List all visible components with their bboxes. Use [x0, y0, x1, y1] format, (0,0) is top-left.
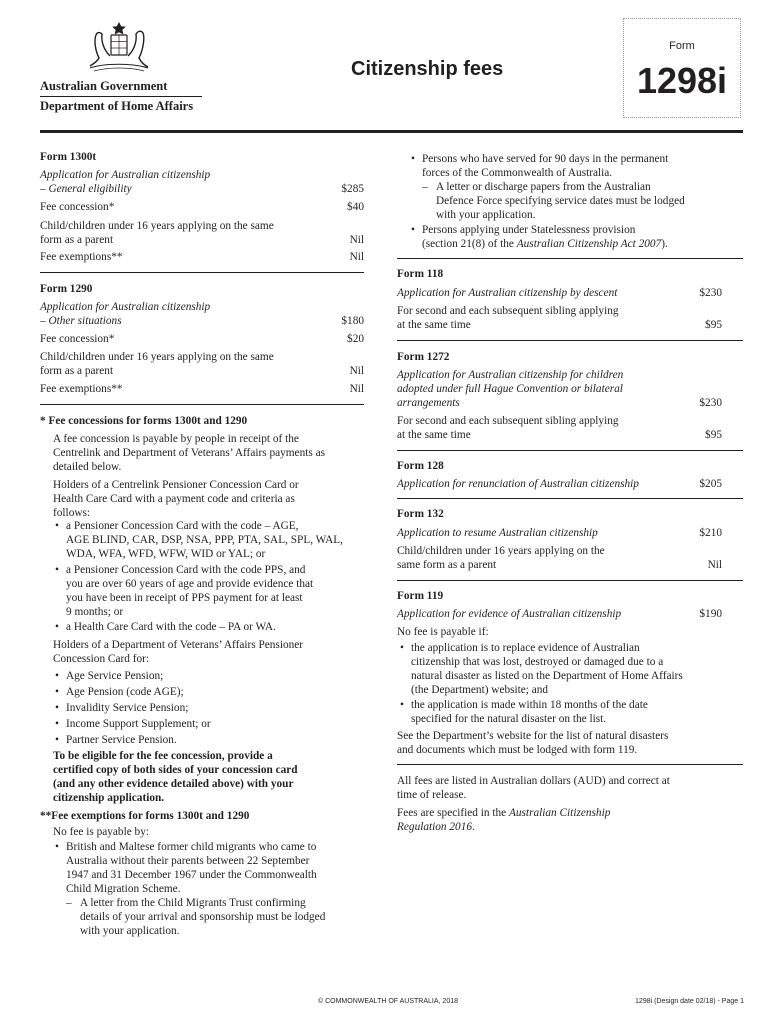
list-item: a Pensioner Concession Card with the code – AGE, — [66, 520, 299, 532]
centrelink-holders: follows: — [53, 507, 91, 519]
list-item: Partner Service Pension. — [66, 734, 177, 746]
form-1290-exemption-fee: Nil — [349, 383, 364, 395]
list-item: Invalidity Service Pension; — [66, 702, 189, 714]
form-1290-heading: Form 1290 — [40, 283, 93, 295]
form-118-heading: Form 118 — [397, 268, 444, 280]
form-1300t-application: Application for Australian citizenship — [40, 169, 211, 181]
list-subitem: with your application. — [436, 209, 536, 221]
divider — [397, 450, 743, 451]
list-item: WDA, WFA, WFD, WFW, WID or YAL; or — [66, 548, 266, 560]
list-item: Age Pension (code AGE); — [66, 686, 184, 698]
list-item: (the Department) website; and — [411, 684, 549, 696]
currency-note: All fees are listed in Australian dollars (AUD) and correct at — [397, 775, 670, 787]
form-number: 1298i — [636, 60, 728, 101]
list-item: a Pensioner Concession Card with the code PPS, and — [66, 564, 306, 576]
list-item: AGE BLIND, CAR, DSP, NSA, PPP, PTA, SAL, SPL, WAL, — [66, 534, 343, 546]
department-name: Department of Home Affairs — [40, 99, 194, 113]
form-1300t-child-label: Child/children under 16 years applying on the same — [40, 220, 274, 232]
form-118-sibling-label: For second and each subsequent sibling applying — [397, 305, 619, 317]
form-118-application-fee: $230 — [699, 287, 722, 299]
form-132-child-label-line2: same form as a parent — [397, 559, 497, 571]
dva-holders: Concession Card for: — [53, 653, 150, 665]
regulation-note: Fees are specified in the Australian Citizenship — [397, 807, 611, 819]
bullet-icon: • — [55, 564, 59, 576]
form-118-sibling-label-line2: at the same time — [397, 319, 471, 331]
form-132-application: Application to resume Australian citizenship — [397, 527, 598, 539]
bullet-icon: • — [400, 642, 404, 654]
form-1290-application: Application for Australian citizenship — [40, 301, 211, 313]
list-item: Child Migration Scheme. — [66, 883, 181, 895]
form-1290-concession-fee: $20 — [347, 333, 364, 345]
concessions-intro: A fee concession is payable by people in receipt of the — [53, 433, 299, 445]
divider — [397, 498, 743, 499]
list-item: you are over 60 years of age and provide evidence that — [66, 578, 314, 590]
eligibility-note: (and any other evidence detailed above) with your — [53, 778, 294, 790]
form-1272-application-fee: $230 — [699, 397, 722, 409]
form-118-application: Application for Australian citizenship by descent — [397, 287, 618, 299]
form-1290-exemption-label: Fee exemptions** — [40, 383, 123, 395]
bullet-icon: • — [411, 153, 415, 165]
list-item: the application is to replace evidence of Australian — [411, 642, 640, 654]
form-132-child-fee: Nil — [707, 559, 722, 571]
list-item: natural disaster as listed on the Department of Home Affairs — [411, 670, 683, 682]
form-119-see-website: See the Department’s website for the list of natural disasters — [397, 730, 669, 742]
divider — [40, 272, 364, 273]
list-item: Australia without their parents between 22 September — [66, 855, 310, 867]
form-1290-child-label: Child/children under 16 years applying on the same — [40, 351, 274, 363]
form-132-child-label: Child/children under 16 years applying on the — [397, 545, 605, 557]
bullet-icon: • — [55, 520, 59, 532]
form-128-application: Application for renunciation of Australian citizenship — [397, 478, 639, 490]
divider — [397, 580, 743, 581]
form-118-sibling-fee: $95 — [705, 319, 722, 331]
form-128-application-fee: $205 — [699, 478, 722, 490]
list-item: forces of the Commonwealth of Australia. — [422, 167, 613, 179]
form-132-application-fee: $210 — [699, 527, 722, 539]
page-number: 1298i (Design date 02/18) - Page 1 — [635, 998, 744, 1005]
header-rule — [40, 130, 743, 133]
concessions-intro: Centrelink and Department of Veterans’ Affairs payments as — [53, 447, 325, 459]
bullet-icon: • — [55, 621, 59, 633]
form-1272-application: Application for Australian citizenship for children — [397, 369, 624, 381]
form-1300t-child-label-line2: form as a parent — [40, 234, 114, 246]
form-1290-child-fee: Nil — [349, 365, 364, 377]
list-item: you have been in receipt of PPS payment for at least — [66, 592, 303, 604]
form-132-heading: Form 132 — [397, 508, 444, 520]
form-1300t-child-fee: Nil — [349, 234, 364, 246]
form-1290-child-label-line2: form as a parent — [40, 365, 114, 377]
bullet-icon: • — [400, 699, 404, 711]
form-119-no-fee: No fee is payable if: — [397, 626, 489, 638]
list-item: Income Support Supplement; or — [66, 718, 211, 730]
dash-icon: – — [422, 181, 428, 193]
form-1272-sibling-label-line2: at the same time — [397, 429, 471, 441]
list-item: Persons who have served for 90 days in the permanent — [422, 153, 669, 165]
coat-of-arms-emblem — [84, 20, 154, 74]
form-119-application: Application for evidence of Australian citizenship — [397, 608, 622, 620]
concessions-intro: detailed below. — [53, 461, 122, 473]
bullet-icon: • — [55, 670, 59, 682]
list-item: specified for the natural disaster on the list. — [411, 713, 607, 725]
form-1300t-application-line2: – General eligibility — [40, 183, 132, 195]
fee-concessions-heading: * Fee concessions for forms 1300t and 1290 — [40, 415, 248, 427]
list-item: British and Maltese former child migrants who came to — [66, 841, 317, 853]
page-title: Citizenship fees — [351, 58, 504, 80]
form-1272-sibling-label: For second and each subsequent sibling applying — [397, 415, 619, 427]
exemptions-intro: No fee is payable by: — [53, 826, 149, 838]
bullet-icon: • — [55, 686, 59, 698]
bullet-icon: • — [55, 734, 59, 746]
form-1300t-exemption-fee: Nil — [349, 251, 364, 263]
copyright-notice: © COMMONWEALTH OF AUSTRALIA, 2018 — [318, 998, 458, 1005]
eligibility-note: certified copy of both sides of your concession card — [53, 764, 298, 776]
form-1300t-concession-label: Fee concession* — [40, 201, 115, 213]
form-1272-application: arrangements — [397, 397, 460, 409]
dva-holders: Holders of a Department of Veterans’ Affairs Pensioner — [53, 639, 304, 651]
bullet-icon: • — [55, 702, 59, 714]
divider — [397, 258, 743, 259]
form-119-heading: Form 119 — [397, 590, 444, 602]
government-name: Australian Government — [40, 79, 168, 93]
form-1290-application-line2: – Other situations — [40, 315, 122, 327]
form-label: Form — [669, 40, 695, 52]
bullet-icon: • — [411, 224, 415, 236]
divider — [397, 764, 743, 765]
list-item: the application is made within 18 months of the date — [411, 699, 648, 711]
list-item: Age Service Pension; — [66, 670, 164, 682]
list-item: Persons applying under Statelessness provision — [422, 224, 636, 236]
bullet-icon: • — [55, 841, 59, 853]
list-item: 1947 and 31 December 1967 under the Commonwealth — [66, 869, 317, 881]
divider — [40, 404, 364, 405]
eligibility-note: To be eligible for the fee concession, provide a — [53, 750, 273, 762]
form-1272-application: adopted under full Hague Convention or bilateral — [397, 383, 623, 395]
list-item: a Health Care Card with the code – PA or WA. — [66, 621, 276, 633]
list-subitem: with your application. — [80, 925, 180, 937]
form-1300t-concession-fee: $40 — [347, 201, 364, 213]
divider — [397, 340, 743, 341]
list-item: (section 21(8) of the Australian Citizenship Act 2007). — [422, 238, 668, 250]
list-subitem: A letter from the Child Migrants Trust confirming — [80, 897, 306, 909]
form-128-heading: Form 128 — [397, 460, 444, 472]
government-divider — [40, 96, 202, 97]
form-1290-application-fee: $180 — [341, 315, 364, 327]
eligibility-note: citizenship application. — [53, 792, 165, 804]
form-1290-concession-label: Fee concession* — [40, 333, 115, 345]
form-1272-heading: Form 1272 — [397, 351, 450, 363]
form-119-see-website: and documents which must be lodged with form 119. — [397, 744, 638, 756]
list-subitem: Defence Force specifying service dates must be lodged — [436, 195, 685, 207]
bullet-icon: • — [55, 718, 59, 730]
currency-note: time of release. — [397, 789, 467, 801]
list-item: citizenship that was lost, destroyed or damaged due to a — [411, 656, 664, 668]
dash-icon: – — [66, 897, 72, 909]
form-1300t-exemption-label: Fee exemptions** — [40, 251, 123, 263]
centrelink-holders: Holders of a Centrelink Pensioner Concession Card or — [53, 479, 299, 491]
list-item: 9 months; or — [66, 606, 124, 618]
form-1300t-heading: Form 1300t — [40, 151, 97, 163]
fee-exemptions-heading: **Fee exemptions for forms 1300t and 1290 — [40, 810, 250, 822]
form-1272-sibling-fee: $95 — [705, 429, 722, 441]
list-subitem: A letter or discharge papers from the Australian — [436, 181, 651, 193]
form-119-application-fee: $190 — [699, 608, 722, 620]
centrelink-holders: Health Care Card with a payment code and criteria as — [53, 493, 295, 505]
form-1300t-application-fee: $285 — [341, 183, 364, 195]
list-subitem: details of your arrival and sponsorship must be lodged — [80, 911, 326, 923]
regulation-note: Regulation 2016. — [397, 821, 475, 833]
